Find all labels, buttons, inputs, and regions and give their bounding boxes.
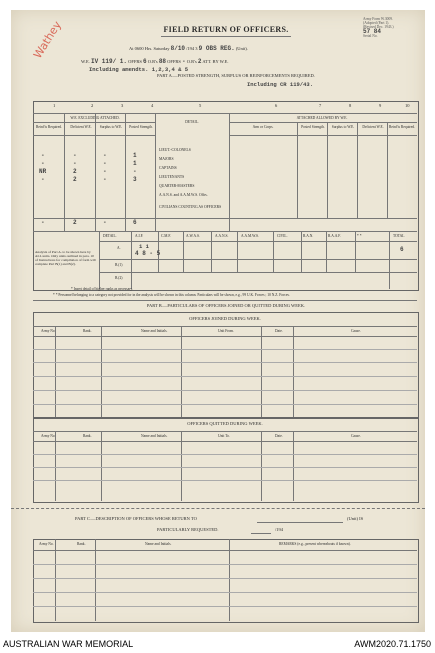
subheader-deficient-r: Deficient W.E.: [362, 125, 384, 129]
col-header: Name and Initials.: [141, 329, 168, 333]
analysis-col: A.A.N.S.: [215, 234, 229, 238]
analysis-col: * *: [357, 234, 362, 238]
analysis-row-label: B.(1): [115, 263, 123, 267]
analysis-col: TOTAL: [393, 234, 405, 238]
subheader-reinf-r: Reinf'ts Required.: [389, 125, 415, 129]
col-header: Date.: [275, 329, 283, 333]
col-number: 7: [319, 103, 322, 108]
joined-title: OFFICERS JOINED DURING WEEK.: [189, 316, 261, 321]
footer-source: AUSTRALIAN WAR MEMORIAL: [3, 639, 134, 649]
cell-value: -: [103, 168, 107, 175]
dateline-prefix: At 0600 Hrs. Saturday: [129, 46, 170, 51]
form-ref-line: Serial No.: [363, 33, 378, 38]
offrs-value: 6: [143, 58, 147, 65]
analysis-col: A.A.M.W.S.: [241, 234, 259, 238]
note-line: * Insert detail of higher ranks as necessary.: [71, 287, 133, 291]
col-header: Date.: [275, 434, 283, 438]
total-value: 2: [73, 219, 77, 226]
quitted-title: OFFICERS QUITTED DURING WEEK.: [187, 421, 263, 426]
offrs-label: OFFRS: [128, 59, 142, 64]
col-number: 3: [121, 103, 124, 108]
col-header: Name and Initials.: [145, 542, 172, 546]
cell-value: 3: [133, 176, 137, 183]
analysis-col: R.A.A.F.: [328, 234, 341, 238]
subheader-surplus: Surplus to W.E.: [99, 125, 123, 129]
total-value: 6: [133, 219, 137, 226]
analysis-note: Analysis of Part A. to be shown here by ALL units. Only units outlined in para. 10 of Instructions for compilation of form will complete Part B(1) and B(2).: [35, 250, 96, 267]
col-header: Army No.: [39, 542, 54, 546]
subheader-arm-corps: Arm or Corps.: [252, 125, 274, 129]
col-header: Rank.: [83, 329, 92, 333]
cell-value: -: [103, 160, 107, 167]
col-number: 10: [405, 103, 410, 108]
analysis-col: CIVIL.: [277, 234, 288, 238]
we-prefix: W.E.: [81, 59, 90, 64]
part-c-unit: (Unit) IS: [347, 516, 364, 521]
ors-value: 88: [158, 58, 167, 65]
col-header: Name and Initials.: [141, 434, 168, 438]
analysis-total-value: 6: [400, 246, 404, 253]
cell-value: -: [103, 152, 107, 159]
form-sheet: [11, 10, 425, 632]
detail-header: DETAIL.: [185, 120, 199, 124]
cell-value: NR: [39, 168, 47, 175]
part-b-title: PART B.—PARTICULARS OF OFFICERS JOINED OR QUITTED DURING WEEK.: [146, 303, 306, 308]
rank-label: LIEUT.-COLONELS: [159, 148, 191, 152]
offrs2-value: -: [182, 58, 186, 65]
rank-label: MAJORS: [159, 157, 174, 161]
subheader-reinf: Reinf'ts Required.: [36, 125, 62, 129]
analysis-col: R.A.N.: [303, 234, 314, 238]
dateline-suffix: (Unit).: [235, 46, 248, 51]
col-header: Unit From.: [218, 329, 234, 333]
part-a-title: PART A.—POSTED STRENGTH, SURPLUS OR REINFORCEMENTS REQUIRED.: [157, 73, 315, 78]
dateline: [129, 45, 369, 52]
rank-label: LIEUTENANTS: [159, 175, 185, 179]
col-number: 5: [199, 103, 202, 108]
rank-label: QUARTER-MASTERS: [159, 184, 195, 188]
part-c-line2: PARTICULARLY REQUESTED.: [157, 527, 219, 532]
analysis-col: A.W.A.S.: [186, 234, 200, 238]
cell-value: 2: [73, 168, 77, 175]
part-c-line1: PART C.—DESCRIPTION OF OFFICERS WHOSE RETURN TO: [75, 516, 197, 521]
quitted-table: [33, 417, 419, 503]
part-c-table: [33, 539, 419, 623]
cell-value: 2: [73, 176, 77, 183]
ors2-label: O.R's: [186, 59, 197, 64]
cell-value: -: [73, 152, 77, 159]
we-value: IV 119/ 1.: [90, 58, 127, 65]
analysis-row-label: A.: [117, 246, 121, 250]
cell-value: -: [41, 152, 45, 159]
offrs2-label: OFFRS: [167, 59, 181, 64]
attached-allowed-header: ATTACHED ALLOWED BY W.E.: [296, 116, 348, 120]
att-label: ATT. BY W.E.: [202, 59, 229, 64]
analysis-row-label: B.(2): [115, 276, 123, 280]
col-header: REMARKS (e.g., present whereabouts if known).: [279, 542, 351, 546]
dateline-unit: 9 OBS REG.: [198, 45, 235, 52]
subheader-deficient: Deficient W.E.: [70, 125, 92, 129]
dateline-date: 8/10: [170, 45, 186, 52]
rank-label: A.A.N.S. and A.A.M.W.S. Offrs.: [159, 193, 208, 197]
col-number: 1: [53, 103, 56, 108]
col-header: Rank.: [83, 434, 92, 438]
col-header: Army No.: [41, 434, 56, 438]
col-header: Unit To.: [218, 434, 230, 438]
cell-value: 1: [133, 152, 137, 159]
analysis-aif-value: 1 1: [139, 243, 149, 250]
col-header: Cause.: [351, 434, 361, 438]
we-line: [81, 58, 411, 65]
serial-number: 57 84: [363, 27, 382, 35]
col-number: 4: [151, 103, 154, 108]
cell-value: -: [41, 176, 45, 183]
footer-accession: AWM2020.71.1750: [354, 639, 431, 649]
cell-value: 1: [133, 160, 137, 167]
analysis-col: A.I.F.: [135, 234, 144, 238]
form-ref-line: Army Form W.3009.: [363, 17, 393, 21]
rank-label: CAPTAINS: [159, 166, 177, 170]
form-ref-line: (Revised Dec. 1943.): [363, 25, 394, 30]
footer-bar: [0, 636, 435, 653]
analysis-col: C.M.F.: [161, 234, 171, 238]
rank-label: CIVILIANS COUNTING AS OFFICERS: [159, 205, 222, 209]
col-number: 2: [91, 103, 94, 108]
analysis-cmf-value: 4 8 - 5: [135, 250, 161, 257]
total-value: -: [103, 219, 107, 226]
dateline-year: /194 3: [186, 46, 198, 51]
form-reference: [363, 17, 423, 38]
page-title: FIELD RETURN OF OFFICERS.: [163, 25, 289, 34]
cell-value: -: [73, 160, 77, 167]
subheader-surplus-r: Surplus to W.E.: [331, 125, 355, 129]
subheader-posted-r: Posted Strength.: [301, 125, 325, 129]
note-line: * * Personnel belonging to a category not provided for in the analysis will be shown in this column. Particulars will be shown, e.g., 99 U.K. Forces ; 10 N.Z. Forces.: [53, 293, 290, 297]
col-header: Rank.: [77, 542, 86, 546]
handwritten-stamp: Wathey: [31, 18, 65, 61]
ors-label: O.R's: [147, 59, 158, 64]
we-excluding-header: W.E. EXCLUDING ATTACHED.: [70, 116, 120, 120]
analysis-detail-label: DETAIL.: [103, 234, 117, 238]
subheader-posted: Posted Strength.: [129, 125, 153, 129]
cell-value: -: [103, 176, 107, 183]
col-number: 8: [349, 103, 352, 108]
cell-value: -: [133, 168, 137, 175]
col-header: Cause.: [351, 329, 361, 333]
col-number: 9: [379, 103, 382, 108]
part-c-date: /194: [275, 527, 284, 532]
amendments: Including amendts. 1,2,3,4 & 5: [89, 66, 189, 73]
incl-note: Including CR 119/43.: [247, 81, 314, 88]
cell-value: -: [41, 160, 45, 167]
ors2-value: 2: [197, 58, 202, 65]
total-value: -: [41, 219, 45, 226]
col-header: Army No.: [41, 329, 56, 333]
col-number: 6: [275, 103, 278, 108]
form-ref-line: (Adopted (Part 1).: [363, 21, 390, 26]
